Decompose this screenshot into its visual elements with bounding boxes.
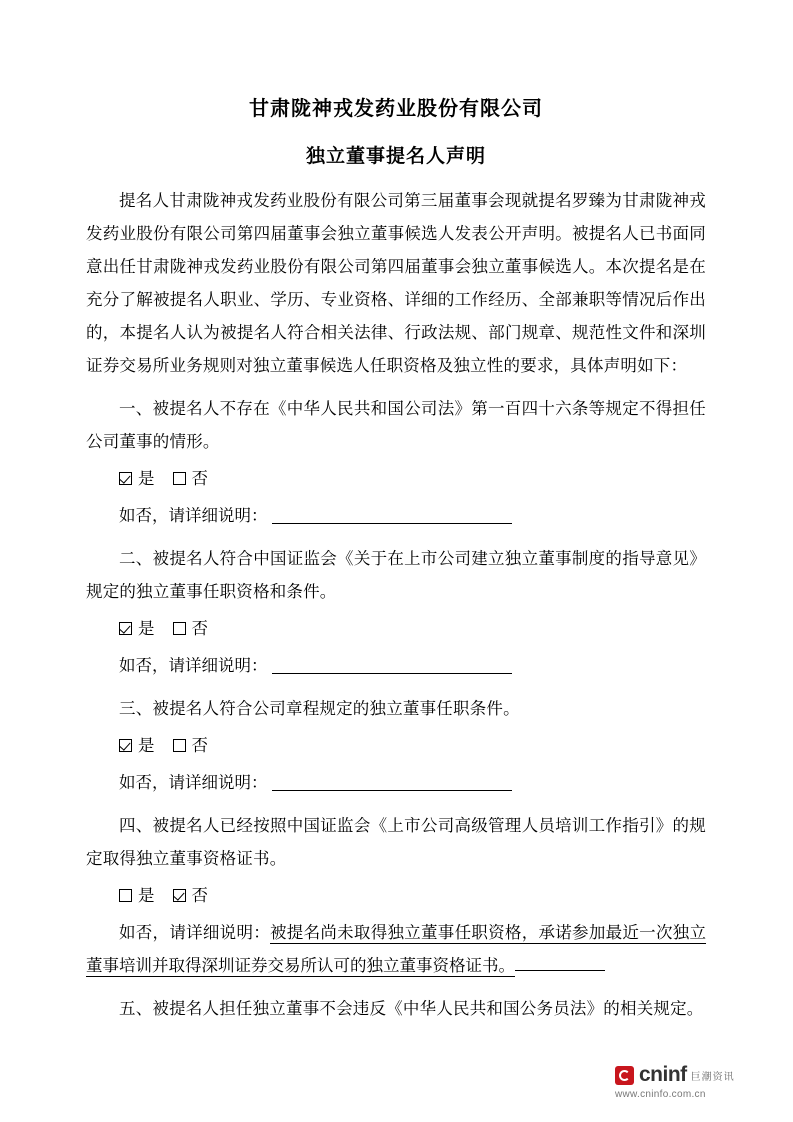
clause-2-explain-row — [86, 649, 706, 682]
clause-1-yes-checkbox[interactable] — [119, 472, 132, 485]
document-title: 甘肃陇神戎发药业股份有限公司 — [249, 98, 543, 120]
clause-3-yes-label: 是 — [138, 736, 155, 755]
clause-4-no-checkbox[interactable] — [173, 889, 186, 902]
clause-3-text: 三、被提名人符合公司章程规定的独立董事任职条件。 — [119, 699, 520, 718]
document-body — [86, 92, 706, 1025]
clause-2-explain-input[interactable] — [272, 655, 512, 674]
clause-1-explain-row — [86, 499, 706, 532]
clause-1-no-label: 否 — [191, 469, 208, 488]
clause-2-choices — [86, 612, 706, 645]
intro-paragraph: 提名人甘肃陇神戎发药业股份有限公司第三届董事会现就提名罗臻为甘肃陇神戎发药业股份有限公司第四届董事会独立董事候选人发表公开声明。被提名人已书面同意出任甘肃陇神戎发药业股份有限公司第四届董事会独立董事候选人。本次提名是在充分了解被提名人职业、学历、专业资格、详细的工作经历、全部兼职等情况后作出的，本提名人认为被提名人符合相关法律、行政法规、部门规章、规范性文件和深圳证券交易所业务规则对独立董事候选人任职资格及独立性的要求，具体声明如下： — [86, 191, 706, 375]
clause-1-explain-label: 如否，请详细说明： — [119, 506, 268, 525]
clause-4-text: 四、被提名人已经按照中国证监会《上市公司高级管理人员培训工作指引》的规定取得独立董事资格证书。 — [86, 816, 706, 868]
clause-2-yes-checkbox[interactable] — [119, 622, 132, 635]
clause-1-choices — [86, 462, 706, 495]
clause-3-explain-label: 如否，请详细说明： — [119, 773, 268, 792]
clause-3-no-label: 否 — [191, 736, 208, 755]
clause-4-explain-row — [86, 916, 706, 982]
clause-4-explain-value[interactable]: 被提名尚未取得独立董事任职资格，承诺参加最近一次独立董事培训并取得深圳证券交易所认可的独立董事资格证书。 — [86, 923, 707, 975]
clause-1-explain-input[interactable] — [272, 505, 512, 524]
cninfo-logo-icon — [615, 1066, 634, 1085]
clause-3-yes-checkbox[interactable] — [119, 739, 132, 752]
clause-4-no-label: 否 — [191, 886, 208, 905]
clause-4-explain-tail — [515, 954, 605, 971]
clause-1-text: 一、被提名人不存在《中华人民共和国公司法》第一百四十六条等规定不得担任公司董事的情形。 — [86, 399, 706, 451]
clause-2-no-checkbox[interactable] — [173, 622, 186, 635]
clause-5-text: 五、被提名人担任独立董事不会违反《中华人民共和国公务员法》的相关规定。 — [119, 999, 704, 1018]
clause-1-yes-label: 是 — [138, 469, 155, 488]
cninfo-logo-row — [615, 1063, 765, 1087]
clause-3-explain-row — [86, 766, 706, 799]
clause-2-explain-label: 如否，请详细说明： — [119, 656, 268, 675]
cninfo-brand-cn: 巨潮资讯 — [690, 1071, 735, 1083]
clause-4-choices — [86, 879, 706, 912]
clause-1-no-checkbox[interactable] — [173, 472, 186, 485]
clause-4-yes-checkbox[interactable] — [119, 889, 132, 902]
cninfo-url: www.cninfo.com.cn — [615, 1089, 706, 1100]
clause-2-text: 二、被提名人符合中国证监会《关于在上市公司建立独立董事制度的指导意见》规定的独立董事任职资格和条件。 — [86, 549, 706, 601]
clause-3-no-checkbox[interactable] — [173, 739, 186, 752]
cninfo-watermark — [615, 1063, 765, 1100]
document-subtitle: 独立董事提名人声明 — [305, 146, 486, 167]
clause-4-yes-label: 是 — [138, 886, 155, 905]
clause-2-yes-label: 是 — [138, 619, 155, 638]
clause-3-explain-input[interactable] — [272, 772, 512, 791]
clause-3-choices — [86, 729, 706, 762]
cninfo-brand: cninf — [639, 1063, 687, 1086]
clause-2-no-label: 否 — [191, 619, 208, 638]
clause-4-explain-label: 如否，请详细说明： — [119, 923, 271, 942]
